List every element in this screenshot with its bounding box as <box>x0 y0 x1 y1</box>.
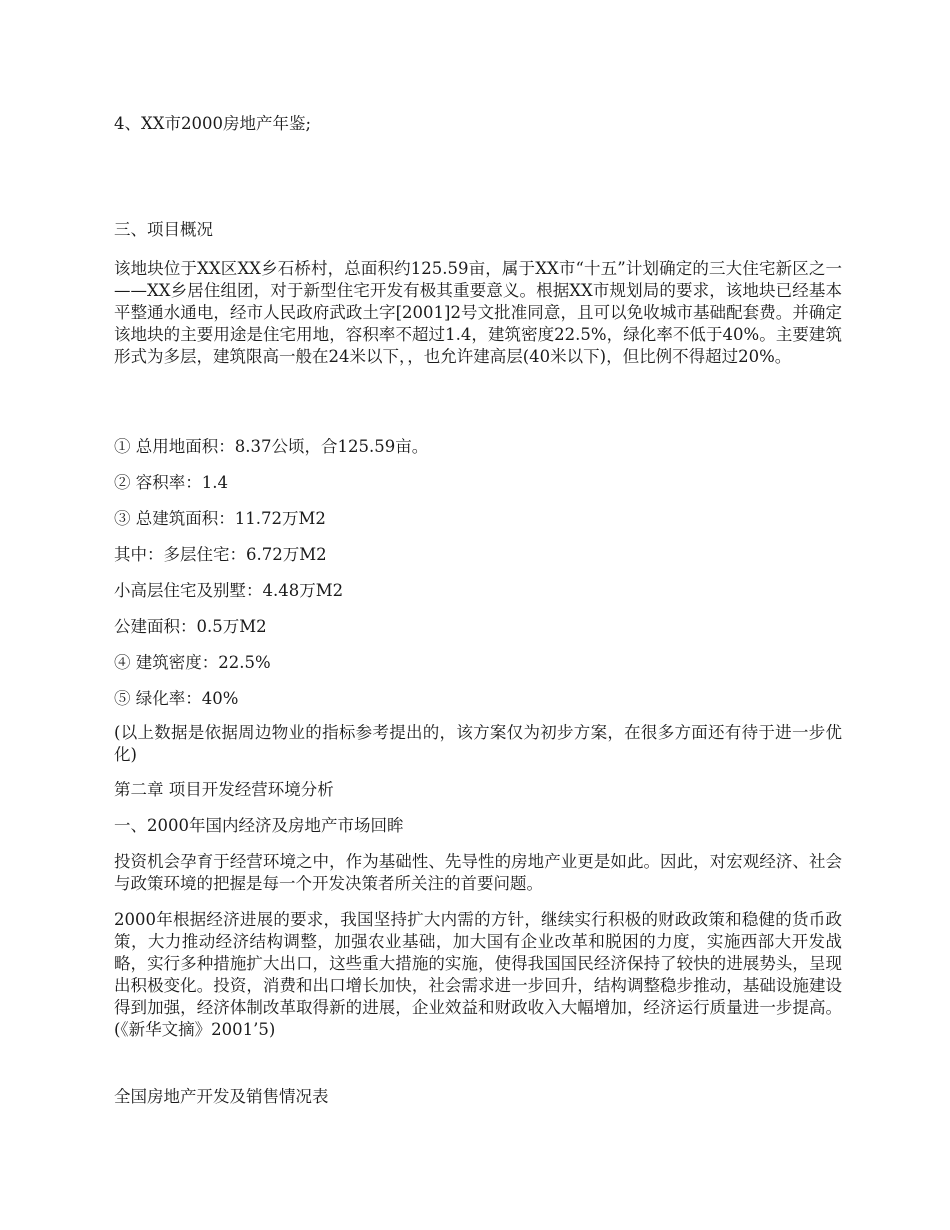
indicator-total-building-area: ③ 总建筑面积：11.72万M2 <box>114 509 326 528</box>
reference-item-4: 4、XX市2000房地产年鉴; <box>114 114 312 133</box>
section-three-heading: 三、项目概况 <box>114 220 213 239</box>
indicator-small-highrise-villa: 小高层住宅及别墅：4.48万M2 <box>114 581 344 600</box>
table-title: 全国房地产开发及销售情况表 <box>114 1087 329 1106</box>
economy-2000-paragraph: 2000年根据经济进展的要求，我国坚持扩大内需的方针，继续实行积极的财政政策和稳健的货币政策，大力推动经济结构调整，加强农业基础，加大国有企业改革和脱困的力度，实施西部大开发战略，实行多种措施扩大出口，这些重大措施的实施，使得我国国民经济保持了较快的进展势头，呈现出积极变化。投资，消费和出口增长加快，社会需求进一步回升，结构调整稳步推动，基础设施建设得到加强，经济体制改革取得新的进展，企业效益和财政收入大幅增加，经济运行质量进一步提高。(《新华文摘》2001’5) <box>114 910 842 1039</box>
indicator-greening-rate: ⑤ 绿化率：40% <box>114 689 239 708</box>
chapter-two-heading: 第二章 项目开发经营环境分析 <box>114 780 334 799</box>
project-overview-paragraph: 该地块位于XX区XX乡石桥村，总面积约125.59亩，属于XX市“十五”计划确定的三大住宅新区之一——XX乡居住组团，对于新型住宅开发有极其重要意义。根据XX市规划局的要求，该地块已经基本平整通水通电，经市人民政府武政土字[2001]2号文批准同意，且可以免收城市基础配套费。并确定该地块的主要用途是住宅用地，容积率不超过1.4，建筑密度22.5%，绿化率不低于40%。主要建筑形式为多层，建筑限高一般在24米以下，，也允许建高层(40米以下)，但比例不得超过20%。 <box>114 259 842 366</box>
indicator-public-building: 公建面积：0.5万M2 <box>114 617 267 636</box>
data-note: (以上数据是依据周边物业的指标参考提出的，该方案仅为初步方案，在很多方面还有待于进一步优化) <box>114 723 842 764</box>
indicator-multistory: 其中：多层住宅：6.72万M2 <box>114 545 327 564</box>
indicator-building-density: ④ 建筑密度：22.5% <box>114 653 271 672</box>
indicator-total-land: ① 总用地面积：8.37公顷，合125.59亩。 <box>114 437 429 456</box>
indicator-plot-ratio: ② 容积率：1.4 <box>114 473 228 492</box>
section-one-heading: 一、2000年国内经济及房地产市场回眸 <box>114 816 404 835</box>
investment-paragraph: 投资机会孕育于经营环境之中，作为基础性、先导性的房地产业更是如此。因此，对宏观经济、社会与政策环境的把握是每一个开发决策者所关注的首要问题。 <box>114 852 842 893</box>
